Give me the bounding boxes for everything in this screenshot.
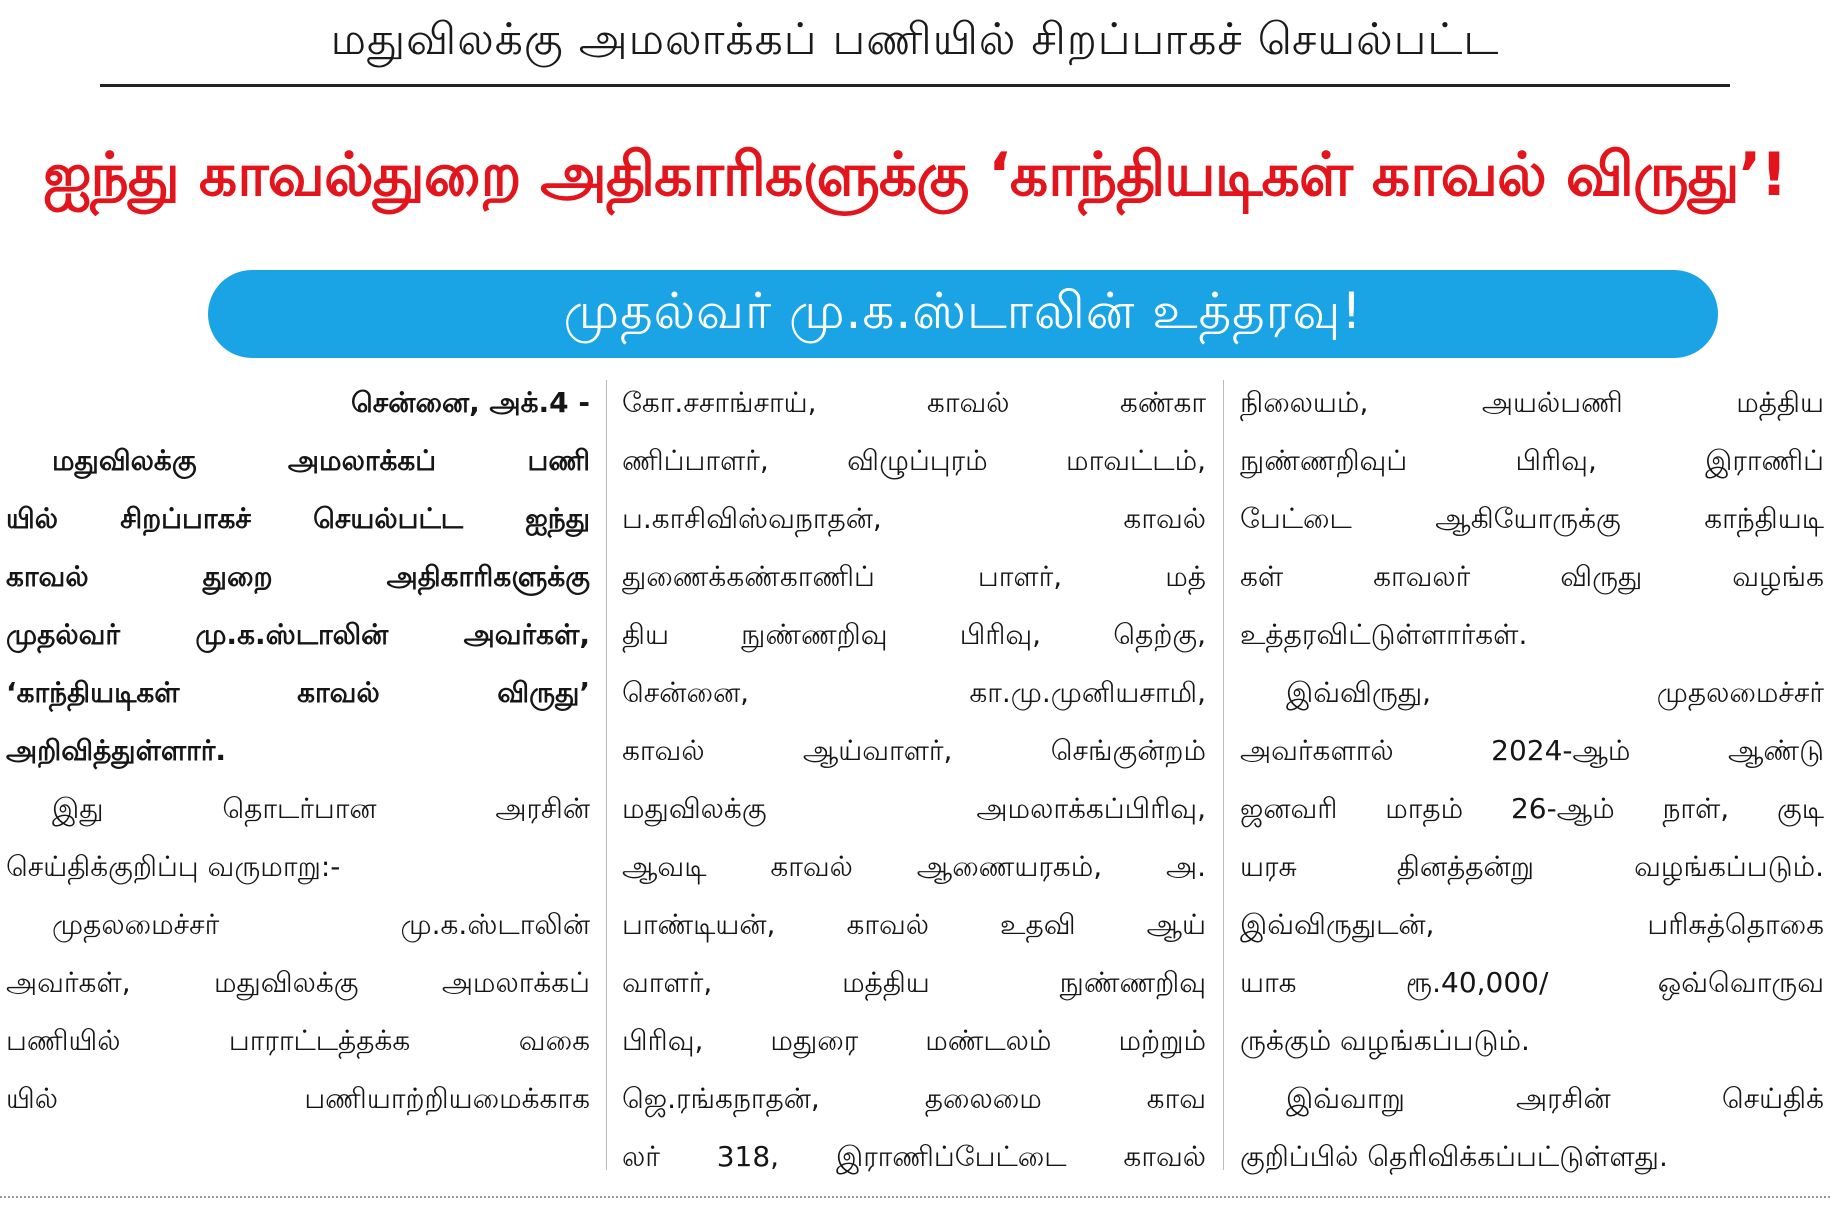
article-line: யரசு தினத்தன்று வழங்கப்படும். (1240, 850, 1824, 883)
article-line: கோ.சசாங்சாய், காவல் கண்கா (622, 386, 1206, 419)
column-divider (606, 380, 607, 1170)
article-line: ஜெ.ரங்கநாதன், தலைமை காவ (622, 1082, 1206, 1115)
article-line: இவ்வாறு அரசின் செய்திக் (1286, 1082, 1824, 1115)
article-line: வாளர், மத்திய நுண்ணறிவு (622, 966, 1206, 999)
article-line: இவ்விருது, முதலமைச்சர் (1286, 676, 1824, 709)
article-line: பணியில் பாராட்டத்தக்க வகை (6, 1024, 590, 1057)
article-column-1 (6, 374, 590, 1182)
article-line: முதலமைச்சர் மு.க.ஸ்டாலின் (52, 908, 590, 941)
article-line: யில் சிறப்பாகச் செயல்பட்ட ஐந்து (6, 502, 590, 535)
article-line: துணைக்கண்காணிப் பாளர், மத் (622, 560, 1206, 593)
article-line: சென்னை, அக்.4 - (351, 386, 590, 419)
article-line: ஜனவரி மாதம் 26-ஆம் நாள், குடி (1240, 792, 1824, 825)
article-line: திய நுண்ணறிவு பிரிவு, தெற்கு, (622, 618, 1206, 651)
article-line: ணிப்பாளர், விழுப்புரம் மாவட்டம், (622, 444, 1206, 477)
article-line: அவர்களால் 2024-ஆம் ஆண்டு (1240, 734, 1824, 767)
article-line: லர் 318, இராணிப்பேட்டை காவல் (622, 1140, 1206, 1173)
kicker-heading: மதுவிலக்கு அமலாக்கப் பணியில் சிறப்பாகச் செயல்பட்ட (330, 14, 1500, 65)
article-line: ‘காந்தியடிகள் காவல் விருது’ (6, 676, 590, 709)
article-line: யில் பணியாற்றியமைக்காக (6, 1082, 590, 1115)
article-line: இது தொடர்பான அரசின் (52, 792, 590, 825)
article-line: காவல் ஆய்வாளர், செங்குன்றம் (622, 734, 1206, 767)
article-line: அவர்கள், மதுவிலக்கு அமலாக்கப் (6, 966, 590, 999)
article-line: இவ்விருதுடன், பரிசுத்தொகை (1240, 908, 1824, 941)
article-line: மதுவிலக்கு அமலாக்கப் பணி (52, 444, 590, 477)
article-line: அறிவித்துள்ளார். (6, 734, 227, 767)
article-line: ஆவடி காவல் ஆணையரகம், அ. (622, 850, 1206, 883)
article-line: சென்னை, கா.மு.முனியசாமி, (622, 676, 1206, 709)
article-line: கள் காவலர் விருது வழங்க (1240, 560, 1824, 593)
main-headline: ஐந்து காவல்துறை அதிகாரிகளுக்கு ‘காந்தியடிகள் காவல் விருது’! (43, 140, 1787, 210)
bottom-divider (0, 1196, 1830, 1202)
article-line: யாக ரூ.40,000/ ஒவ்வொருவ (1240, 966, 1824, 999)
article-line: ப.காசிவிஸ்வநாதன், காவல் (622, 502, 1206, 535)
article-line: பாண்டியன், காவல் உதவி ஆய் (622, 908, 1206, 941)
article-line: காவல் துறை அதிகாரிகளுக்கு (6, 560, 590, 593)
article-line: மதுவிலக்கு அமலாக்கப்பிரிவு, (622, 792, 1206, 825)
article-line: நுண்ணறிவுப் பிரிவு, இராணிப் (1240, 444, 1824, 477)
subheading-banner (208, 270, 1718, 358)
article-line: பேட்டை ஆகியோருக்கு காந்தியடி (1240, 502, 1824, 535)
article-column-3 (1240, 374, 1824, 1182)
article-line: நிலையம், அயல்பணி மத்திய (1240, 386, 1824, 419)
column-divider (1223, 380, 1224, 1170)
article-line: ருக்கும் வழங்கப்படும். (1240, 1024, 1530, 1057)
article-line: குறிப்பில் தெரிவிக்கப்பட்டுள்ளது. (1240, 1140, 1668, 1173)
kicker-underline (100, 84, 1730, 87)
article-column-2 (622, 374, 1206, 1182)
article-line: முதல்வர் மு.க.ஸ்டாலின் அவர்கள், (6, 618, 590, 651)
banner-text: முதல்வர் மு.க.ஸ்டாலின் உத்தரவு! (563, 281, 1363, 340)
article-line: பிரிவு, மதுரை மண்டலம் மற்றும் (622, 1024, 1206, 1057)
article-line: செய்திக்குறிப்பு வருமாறு:- (6, 850, 341, 883)
article-line: உத்தரவிட்டுள்ளார்கள். (1240, 618, 1528, 651)
